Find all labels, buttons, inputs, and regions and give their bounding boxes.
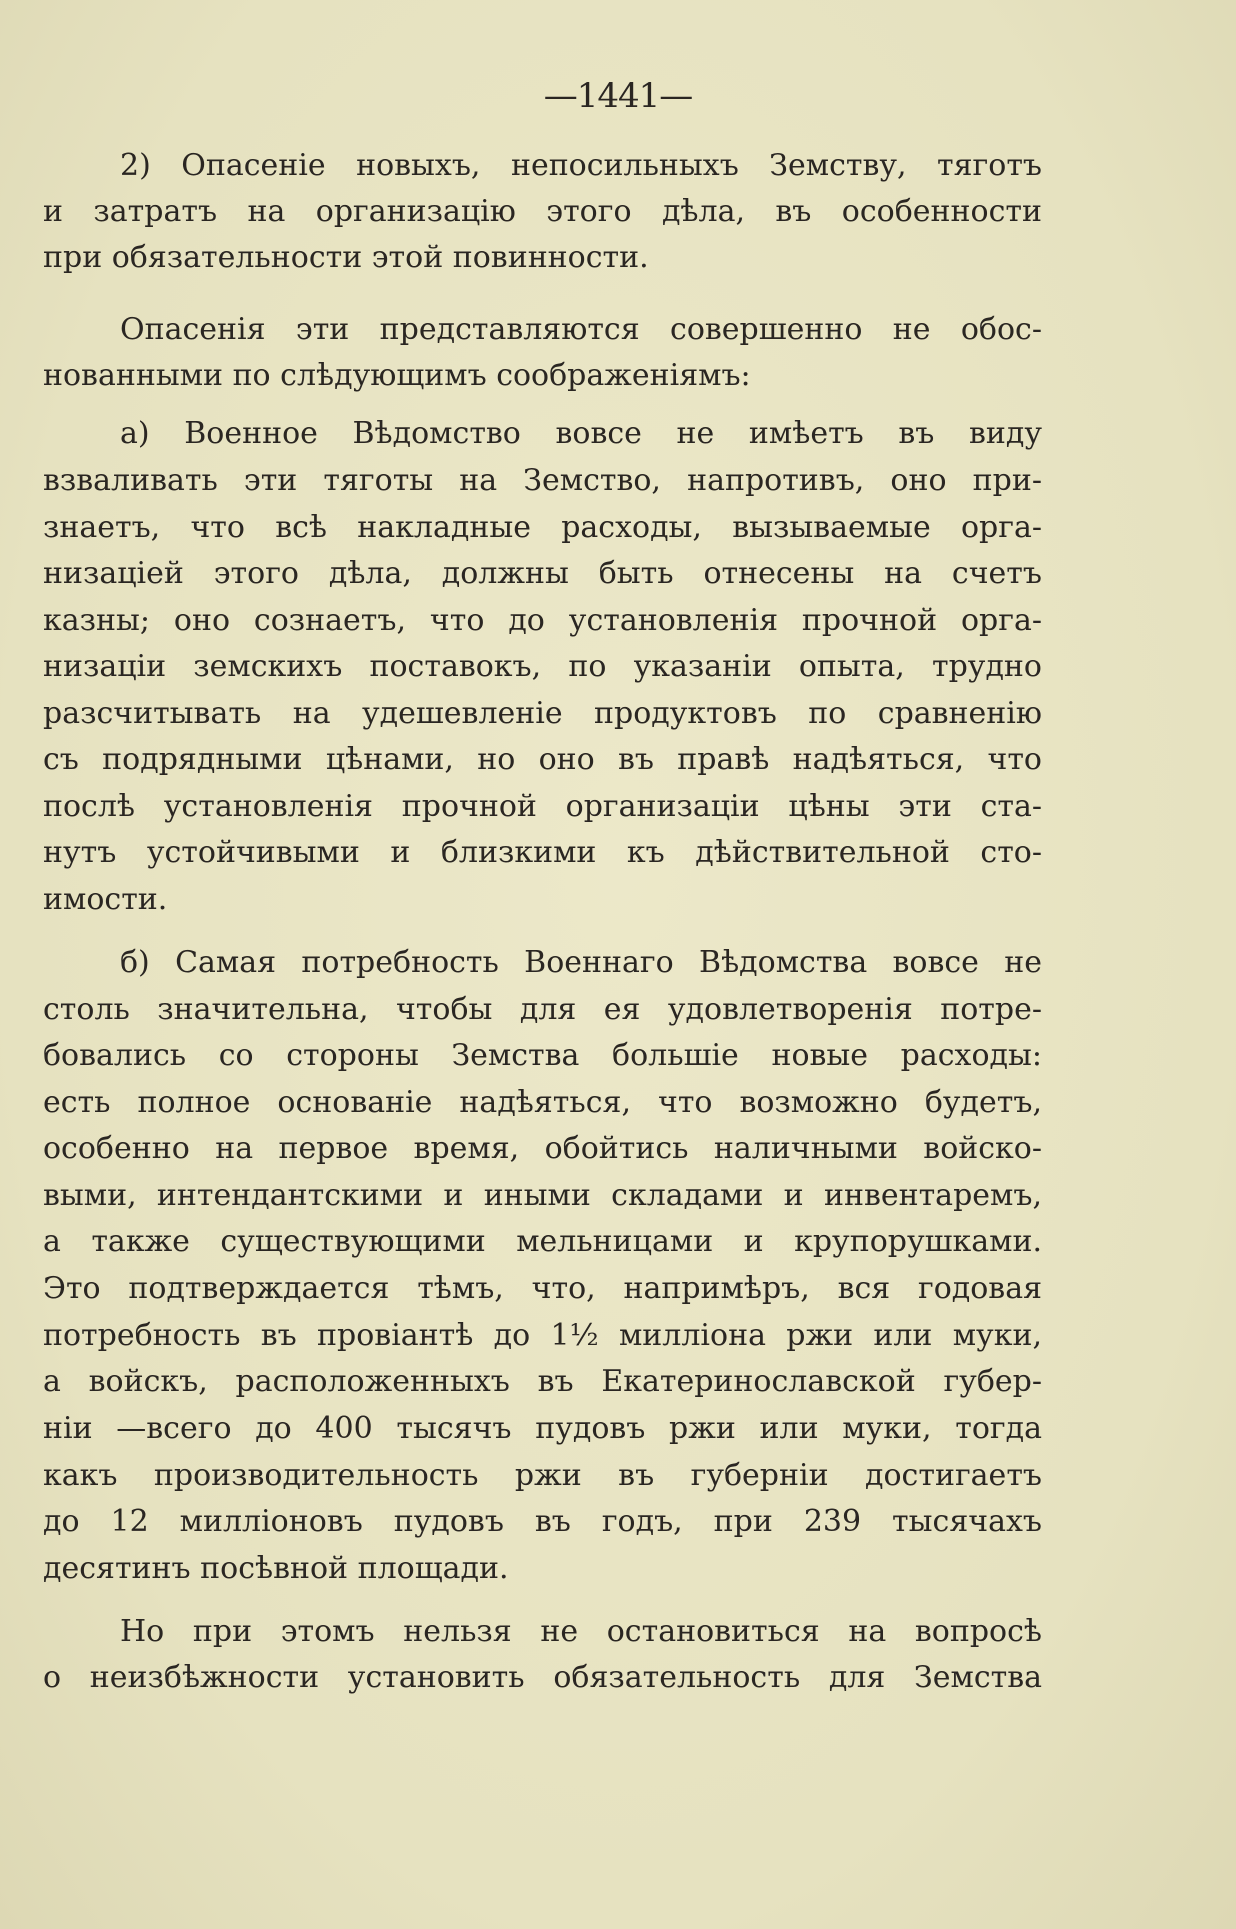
text-line: и затратъ на организацію этого дѣла, въ особенности — [43, 194, 1042, 229]
text-line: десятинъ посѣвной площади. — [43, 1551, 509, 1586]
text-line: какъ производительность ржи въ губерніи достигаетъ — [43, 1458, 1042, 1493]
text-line: до 12 милліоновъ пудовъ въ годъ, при 239 тысячахъ — [43, 1504, 1042, 1539]
text-line: при обязательности этой повинности. — [43, 240, 649, 275]
text-line: а также существующими мельницами и крупорушками. — [43, 1224, 1042, 1259]
text-line: нутъ устойчивыми и близкими къ дѣйствительной сто- — [43, 835, 1042, 870]
text-line: выми, интендантскими и иными складами и инвентаремъ, — [43, 1178, 1042, 1213]
text-line: ніи —всего до 400 тысячъ пудовъ ржи или муки, тогда — [43, 1411, 1042, 1446]
text-line: Опасенія эти представляются совершенно не обос- — [120, 312, 1042, 347]
text-line: бовались со стороны Земства большіе новые расходы: — [43, 1038, 1042, 1073]
text-line: б) Самая потребность Военнаго Вѣдомства вовсе не — [120, 945, 1042, 980]
text-line: нованными по слѣдующимъ соображеніямъ: — [43, 358, 751, 393]
text-line: Но при этомъ нельзя не остановиться на вопросѣ — [120, 1614, 1042, 1649]
text-line: а войскъ, расположенныхъ въ Екатеринославской губер- — [43, 1364, 1042, 1399]
text-line: а) Военное Вѣдомство вовсе не имѣетъ въ виду — [120, 416, 1042, 451]
text-line: есть полное основаніе надѣяться, что возможно будетъ, — [43, 1085, 1042, 1120]
text-line: знаетъ, что всѣ накладные расходы, вызываемые орга- — [43, 510, 1042, 545]
page-number: —1441— — [543, 76, 693, 116]
text-line: столь значительна, чтобы для ея удовлетворенія потре- — [43, 992, 1042, 1027]
text-line: Это подтверждается тѣмъ, что, напримѣръ, вся годовая — [43, 1271, 1042, 1306]
text-line: низаціей этого дѣла, должны быть отнесены на счетъ — [43, 556, 1042, 591]
text-line: казны; оно сознаетъ, что до установленія прочной орга- — [43, 603, 1042, 638]
text-line: разсчитывать на удешевленіе продуктовъ по сравненію — [43, 696, 1042, 731]
text-line: особенно на первое время, обойтись наличными войско- — [43, 1131, 1042, 1166]
text-line: о неизбѣжности установить обязательность для Земства — [43, 1660, 1042, 1695]
text-line: послѣ установленія прочной организаціи цѣны эти ста- — [43, 789, 1042, 824]
text-line: низаціи земскихъ поставокъ, по указаніи опыта, трудно — [43, 649, 1042, 684]
text-line: имости. — [43, 882, 168, 917]
text-line: 2) Опасеніе новыхъ, непосильныхъ Земству, тяготъ — [120, 148, 1042, 183]
text-line: потребность въ провіантѣ до 1½ милліона ржи или муки, — [43, 1318, 1042, 1353]
text-line: взваливать эти тяготы на Земство, напротивъ, оно при- — [43, 463, 1042, 498]
text-line: съ подрядными цѣнами, но оно въ правѣ надѣяться, что — [43, 742, 1042, 777]
